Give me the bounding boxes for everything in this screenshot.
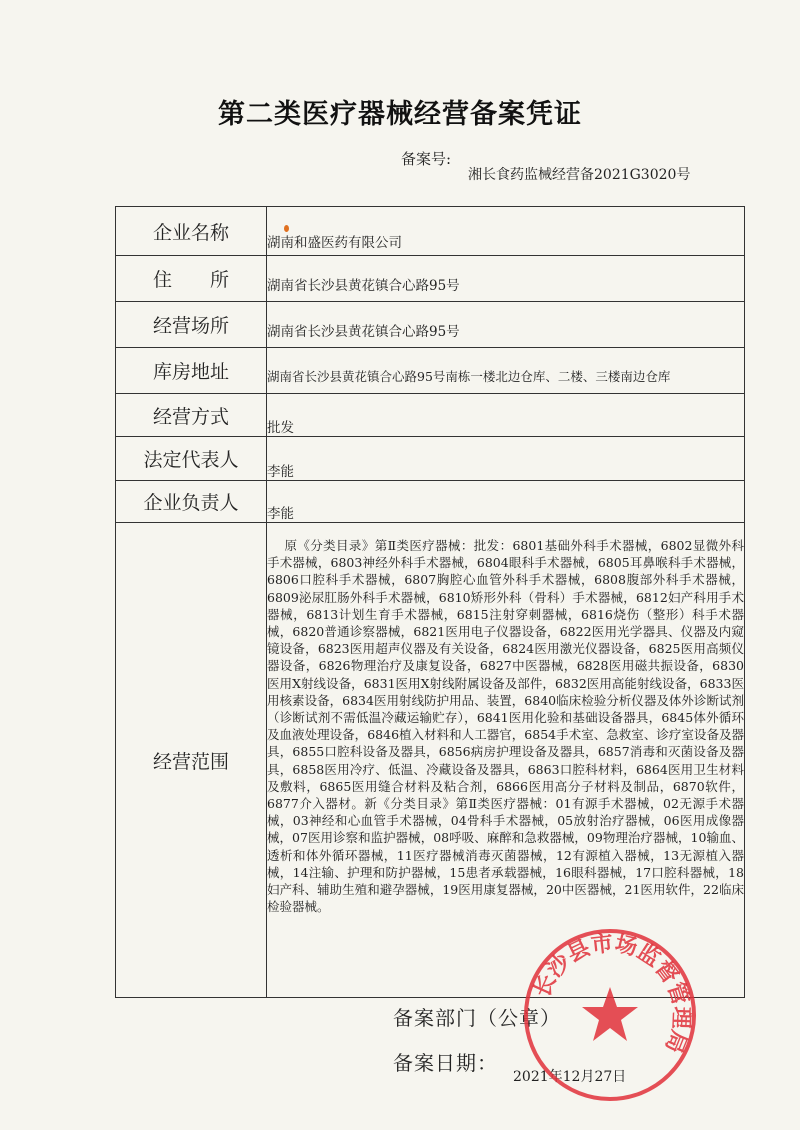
filing-date-value: 2021年12月27日 — [513, 1069, 627, 1085]
row-company-name — [116, 207, 745, 256]
business-premises-value: 湖南省长沙县黄花镇合心路95号 — [267, 302, 745, 348]
row-business-mode — [116, 394, 745, 437]
info-table — [115, 206, 745, 998]
row-business-premises — [116, 302, 745, 348]
field-label: 住 所 — [116, 256, 267, 302]
row-legal-representative — [116, 437, 745, 481]
field-label: 库房地址 — [116, 348, 267, 394]
row-address — [116, 256, 745, 302]
registration-label: 备案号: — [401, 150, 452, 168]
row-warehouse-address — [116, 348, 745, 394]
seal-star-icon — [582, 987, 638, 1041]
registration-number: 湘长食药监械经营备2021G3020号 — [468, 167, 691, 183]
document-title: 第二类医疗器械经营备案凭证 — [218, 99, 582, 130]
ink-mark — [284, 225, 289, 232]
business-mode-value: 批发 — [267, 394, 745, 437]
business-scope-text: 原《分类目录》第Ⅱ类医疗器械：批发：6801基础外科手术器械，6802显微外科手术器械，6803神经外科手术器械，6804眼科手术器械，6805耳鼻喉科手术器械，6806口腔科手术器械，6807胸腔心血管外科手术器械，6808腹部外科手术器械，6809泌尿肛肠外科手术器械，6810矫形外科（骨科）手术器械，6812妇产科用手术器械，6813计划生育手术器械，6815注射穿刺器械，6816烧伤（整形）科手术器械，6820普通诊察器械，6821医用电子仪器设备，6822医用光学器具、仪器及内窥镜设备，6823医用超声仪器及有关设备，6824医用激光仪器设备，6825医用高频仪器设备，6826物理治疗及康复设备，6827中医器械，6828医用磁共振设备，6830医用X射线设备，6831医用X射线附属设备及部件，6832医用高能射线设备，6833医用核素设备，6834医用射线防护用品、装置，6840临床检验分析仪器及体外诊断试剂（诊断试剂不需低温冷藏运输贮存），6841医用化验和基础设备器具，6845体外循环及血液处理设备，6846植入材料和人工器官，6854手术室、急救室、诊疗室设备及器具，6855口腔科设备及器具，6856病房护理设备及器具，6857消毒和灭菌设备及器具，6858医用冷疗、低温、冷藏设备及器具，6863口腔科材料，6864医用卫生材料及敷料，6865医用缝合材料及粘合剂，6866医用高分子材料及制品，6870软件，6877介入器材。新《分类目录》第Ⅱ类医疗器械：01有源手术器械，02无源手术器械，03神经和心血管手术器械，04骨科手术器械，05放射治疗器械，06医用成像器械，07医用诊察和监护器械，08呼吸、麻醉和急救器械，09物理治疗器械，10输血、透析和体外循环器械，11医疗器械消毒灭菌器械，12有源植入器械，13无源植入器械，14注输、护理和防护器械，15患者承载器械，16眼科器械，17口腔科器械，18妇产科、辅助生殖和避孕器械，19医用康复器械，20中医器械，21医用软件，22临床检验器械。 — [267, 538, 744, 915]
seal-text: 长沙县市场监督管理局 — [529, 931, 694, 1057]
field-label: 法定代表人 — [116, 437, 267, 481]
address-value: 湖南省长沙县黄花镇合心路95号 — [267, 256, 745, 302]
field-label: 经营场所 — [116, 302, 267, 348]
filing-department-label: 备案部门（公章） — [393, 1006, 561, 1030]
field-label: 企业负责人 — [116, 481, 267, 523]
field-label: 经营范围 — [116, 523, 267, 998]
warehouse-address-value: 湖南省长沙县黄花镇合心路95号南栋一楼北边仓库、二楼、三楼南边仓库 — [267, 348, 745, 394]
company-name-value: 湖南和盛医药有限公司 — [267, 207, 745, 256]
enterprise-head-value: 李能 — [267, 481, 745, 523]
legal-representative-value: 李能 — [267, 437, 745, 481]
field-label: 企业名称 — [116, 207, 267, 256]
row-enterprise-head — [116, 481, 745, 523]
filing-date-label: 备案日期： — [393, 1051, 498, 1075]
field-label: 经营方式 — [116, 394, 267, 437]
official-seal-icon — [520, 925, 700, 1105]
